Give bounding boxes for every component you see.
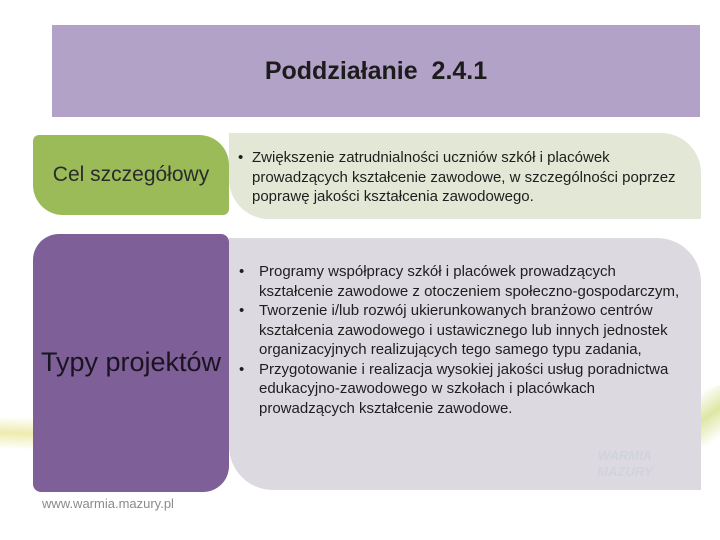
typy-label: Typy projektów bbox=[40, 347, 222, 378]
bullet-marker: • bbox=[239, 263, 245, 280]
bullet-text: Tworzenie i/lub rozwój ukierunkowanych branżowo centrów kształcenia zawodowego i ustawicznego lub innych jednostek organizacyjnych realizujących tego samego typu zadania, bbox=[259, 302, 668, 358]
cel-content-box bbox=[229, 133, 701, 219]
list-item bbox=[239, 262, 691, 301]
typy-label-box bbox=[33, 234, 229, 492]
list-item bbox=[238, 148, 691, 207]
bullet-text: Zwiększenie zatrudnialności uczniów szkół i placówek prowadzących kształcenie zawodowe, w szczególności poprzez poprawę jakości kształcenia zawodowego. bbox=[252, 149, 676, 205]
bullet-marker: • bbox=[239, 302, 245, 319]
slide-title: Poddziałanie 2.4.1 bbox=[264, 56, 488, 85]
bullet-marker: • bbox=[238, 149, 244, 166]
bullet-text: Programy współpracy szkół i placówek prowadzących kształcenie zawodowe z otoczeniem społeczno-gospodarczym, bbox=[259, 263, 680, 300]
footer-url: www.warmia.mazury.pl bbox=[42, 496, 174, 511]
list-item bbox=[239, 360, 691, 419]
bullet-marker: • bbox=[239, 360, 245, 378]
cel-label: Cel szczegółowy bbox=[52, 162, 210, 186]
bullet-text: Przygotowanie i realizacja wysokiej jakości usług poradnictwa edukacyjno-zawodowego w szkołach i placówkach prowadzących kształcenie zawodowe. bbox=[259, 360, 669, 417]
cel-label-box bbox=[33, 135, 229, 215]
title-banner bbox=[52, 25, 700, 117]
watermark-logo: WARMIA MAZURY bbox=[597, 448, 653, 479]
list-item bbox=[239, 301, 691, 360]
